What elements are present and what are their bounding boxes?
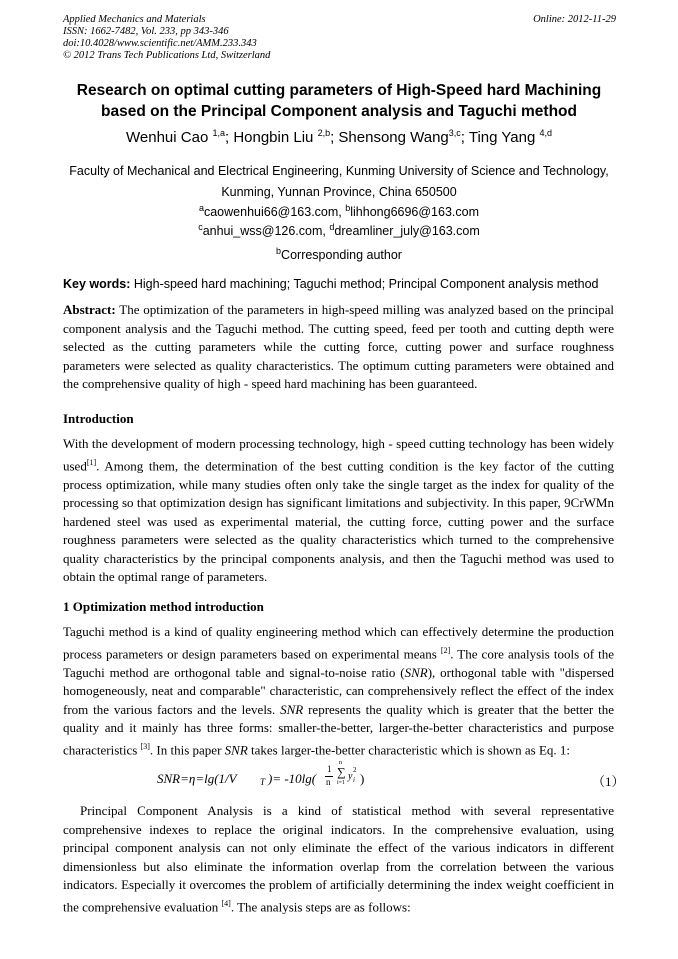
eq-sum-bottom: i=1 <box>337 780 346 786</box>
email-b-sup: b <box>345 203 351 213</box>
s1-text-4: represents the quality which is greater that the better the quality and it mainly has three forms: smaller-the-better, larger-the-better characteristics and purpose characteristics <box>63 701 614 758</box>
online-date: Online: 2012-11-29 <box>533 14 616 25</box>
s1-text-3: ), orthogonal table with "dispersed homogeneously, neat and comparable" characteristic, can comprehensively reflect the effect of the index from the various factors and the levels. <box>63 664 614 717</box>
journal-name: Applied Mechanics and Materials <box>63 14 206 25</box>
abstract-label: Abstract: <box>63 302 116 317</box>
keywords-text: High-speed hard machining; Taguchi method; Principal Component analysis method <box>130 277 599 291</box>
affiliation-line-1: Faculty of Mechanical and Electrical Engineering, Kunming University of Science and Technology, <box>69 164 609 178</box>
s1-text-2: . The core analysis tools of the Taguchi method are orthogonal table and signal-to-noise ratio ( <box>63 645 614 680</box>
abstract-text: The optimization of the parameters in high-speed milling was analyzed based on the principal component analysis and the Taguchi method. The cutting speed, feed per tooth and cutting depth were selected as the cutting parameters while the cutting force, cutting power and surface roughness parameters were selected as quality characteristics. The optimum cutting parameters were obtained and the comprehensive quality of high - speed hard machining has been guaranteed. <box>63 302 614 392</box>
equation-1 <box>157 760 365 800</box>
author-2: ; Hongbin Liu <box>224 129 318 146</box>
author-3: ; Shensong Wang <box>330 129 449 146</box>
eq-y: y <box>348 771 353 782</box>
snr-term-3: SNR <box>224 742 248 758</box>
corr-sup: b <box>276 246 282 256</box>
s1-text-1: Taguchi method is a kind of quality engineering method which can effectively determine the production process parameters or design parameters based on experimental means <box>63 624 614 661</box>
ref-2: [2] <box>440 645 451 655</box>
keywords <box>63 277 623 291</box>
corr-text: Corresponding author <box>281 248 402 263</box>
eq-y-sub: i <box>353 776 355 784</box>
affiliation-line-2: Kunming, Yunnan Province, China 650500 <box>221 185 457 199</box>
author-1: Wenhui Cao <box>126 129 213 146</box>
email-a-sup: a <box>198 203 204 213</box>
author-list <box>40 128 638 146</box>
email-b: lihhong6696@163.com <box>350 205 480 220</box>
email-c: anhui_wss@126.com, <box>202 224 330 239</box>
ref-3: [3] <box>140 741 150 751</box>
eq-sum-top: n <box>339 760 342 766</box>
s1-text-5: . In this paper <box>149 742 225 758</box>
affiliation <box>40 161 638 203</box>
author-4-sup: 4,d <box>539 128 552 138</box>
ref-1: [1] <box>86 457 97 467</box>
email-c-sup: c <box>198 222 203 232</box>
eq-close: ) <box>360 771 365 786</box>
issn-line: ISSN: 1662-7482, Vol. 233, pp 343-346 <box>63 26 229 37</box>
author-3-sup: 3,c <box>448 128 461 138</box>
eq-y-sup: 2 <box>353 766 357 774</box>
eq-mid: )= -10lg( <box>268 771 317 786</box>
eq-sum-symbol: ∑ <box>337 765 346 779</box>
section1-paragraph <box>63 623 614 760</box>
email-line-2 <box>40 222 638 238</box>
intro-paragraph <box>63 435 614 587</box>
doi-line: doi:10.4028/www.scientific.net/AMM.233.343 <box>63 38 257 49</box>
title-line-1: Research on optimal cutting parameters of High-Speed hard Machining <box>76 82 602 99</box>
intro-text-1: With the development of modern processing technology, high - speed cutting technology has been widely used <box>63 436 614 473</box>
ref-4: [4] <box>221 898 231 908</box>
snr-term-2: SNR <box>280 701 304 717</box>
title-line-2: based on the Principal Component analysis and Taguchi method <box>101 103 577 120</box>
eq-frac-den: n <box>326 777 331 787</box>
s1-text-6: takes larger-the-better characteristic which is shown as Eq. 1: <box>247 742 570 758</box>
intro-text-2: . Among them, the determination of the best cutting condition is the key factor of the cutting process optimization, while many studies often only take the single target as the index for quality of the processing so that optimization design has significant limitations and subjectivity. In this paper, 9CrWMn hardened steel was used as experimental material, the cutting force, cutting power and the surface roughness parameters were selected as the quality characteristics which turned to the comprehensive quality characteristics by the principal components analysis, and then the Taguchi method was used to obtain the optimal range of parameters. <box>63 457 614 585</box>
eq-sub: T <box>260 777 266 787</box>
author-4: ; Ting Yang <box>460 129 540 146</box>
eq-frac-num: 1 <box>327 764 332 774</box>
paper-title <box>40 80 638 122</box>
pca-text-1: Principal Component Analysis is a kind of statistical method with several representative comprehensive indexes to replace the original indicators. In the comprehensive evaluation, using principal component analysis can not only eliminate the effect of the various indicators in different dimensionless but also eliminate the information overlap from the correlation between the various indicators. Especially it overcomes the problem of artificially determining the index weight coefficient in the comprehensive evaluation <box>63 803 614 915</box>
author-2-sup: 2,b <box>317 128 331 138</box>
snr-term-1: SNR <box>404 664 428 680</box>
pca-text-2: . The analysis steps are as follows: <box>230 899 411 915</box>
pca-paragraph <box>63 802 614 917</box>
email-line-1 <box>40 203 638 219</box>
author-1-sup: 1,a <box>212 128 225 138</box>
intro-heading: Introduction <box>63 411 134 426</box>
copyright-line: © 2012 Trans Tech Publications Ltd, Switzerland <box>63 50 271 61</box>
section1-heading: 1 Optimization method introduction <box>63 599 264 614</box>
email-a: caowenhui66@163.com, <box>203 205 346 220</box>
abstract <box>63 301 614 394</box>
email-d-sup: d <box>329 222 335 232</box>
corresponding-author <box>40 246 638 262</box>
eq-lhs: SNR=η=lg(1/V <box>157 771 237 786</box>
keywords-label: Key words: <box>63 277 131 291</box>
equation-number: （1） <box>592 774 625 789</box>
email-d: dreamliner_july@163.com <box>334 224 480 239</box>
